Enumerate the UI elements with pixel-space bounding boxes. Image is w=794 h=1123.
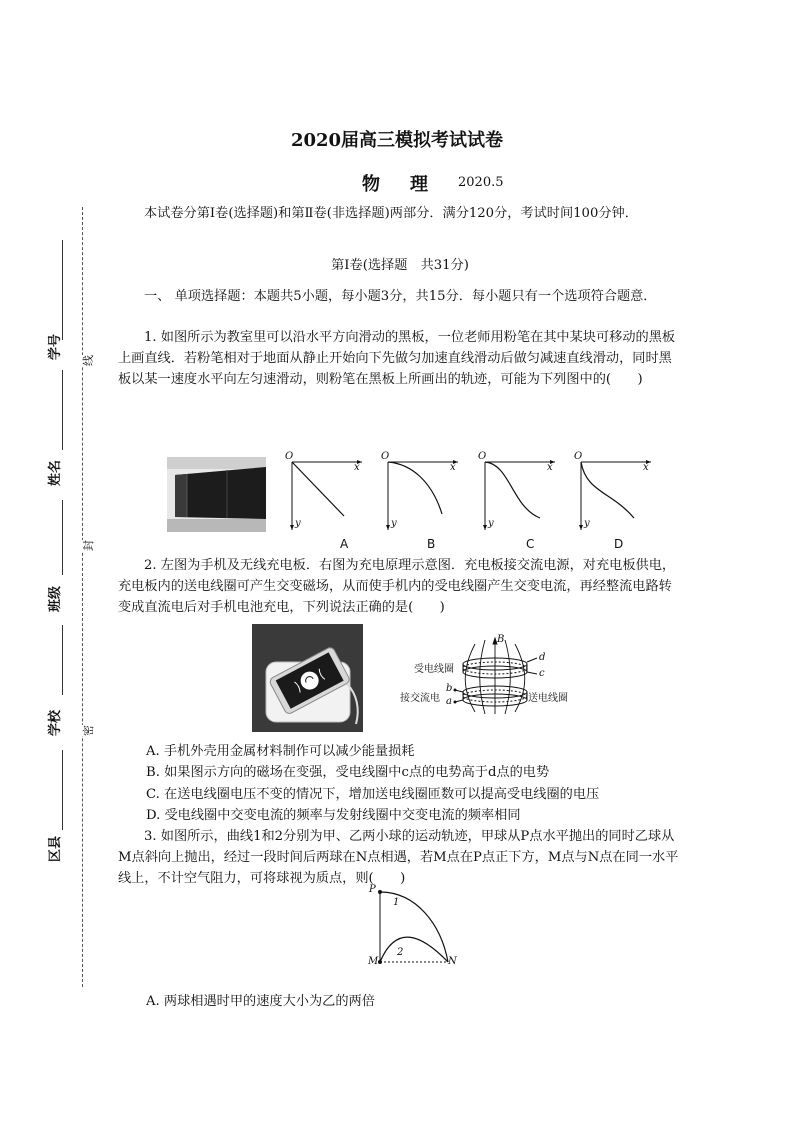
diagram-field-b: B bbox=[497, 634, 505, 645]
graph-b-origin: O bbox=[381, 451, 390, 462]
exam-title: 2020届高三模拟考试试卷 bbox=[290, 130, 504, 151]
trajectory-d bbox=[581, 462, 634, 518]
graph-a-label: A bbox=[340, 537, 349, 551]
graph-a-origin: O bbox=[285, 451, 294, 462]
trajectory-b bbox=[388, 462, 442, 514]
diagram-point-d: d bbox=[539, 652, 546, 663]
intro-paragraph: 本试卷分第Ⅰ卷(选择题)和第Ⅱ卷(非选择题)两部分．满分120分，考试时间100分钟． bbox=[144, 206, 638, 221]
q2-option-c: C. 在送电线圈电压不变的情况下，增加送电线圈匝数可以提高受电线圈的电压 bbox=[146, 787, 600, 802]
question-2-text: 2. 左图为手机及无线充电板．右图为充电原理示意图．充电板接交流电源，对充电板供电，充电板内的送电线圈可产生交变磁场，从而使手机内的受电线圈产生交变电流，再经整流电路转变成直流电后对手机电池充电，下列说法正确的是( ) bbox=[118, 558, 676, 615]
school-blank bbox=[62, 625, 63, 695]
graph-d-y: y bbox=[584, 518, 590, 529]
graph-c-x: x bbox=[547, 462, 553, 473]
wireless-charger-photo bbox=[252, 624, 363, 732]
question-1-text: 1. 如图所示为教室里可以沿水平方向滑动的黑板，一位老师用粉笔在其中某块可移动的黑板上画直线．若粉笔相对于地面从静止开始向下先做匀加速直线滑动后做匀减速直线滑动，同时黑板以某一速度水平向左匀速滑动，则粉笔在黑板上所画出的轨迹，可能为下列图中的( ) bbox=[118, 330, 676, 387]
subject-title: 物理 bbox=[362, 174, 458, 195]
seal-mark-seal: 封 bbox=[78, 540, 98, 551]
name-label: 姓名 bbox=[48, 459, 63, 486]
diagram-ac-source-label: 接交流电 bbox=[400, 693, 440, 704]
graph-d-label: D bbox=[614, 537, 624, 551]
blackboard-image bbox=[167, 457, 266, 532]
point-n: N bbox=[448, 956, 457, 967]
q2-option-b: B. 如果图示方向的磁场在变强，受电线圈中c点的电势高于d点的电势 bbox=[146, 765, 550, 780]
diagram-point-c: c bbox=[539, 668, 545, 679]
graph-d-origin: O bbox=[574, 451, 583, 462]
graph-b-label: B bbox=[427, 537, 436, 551]
q2-option-a: A. 手机外壳用金属材料制作可以减少能量损耗 bbox=[146, 744, 415, 759]
q2-option-d: D. 受电线圈中交变电流的频率与发射线圈中交变电流的频率相同 bbox=[146, 808, 521, 823]
charging-principle-diagram bbox=[400, 634, 600, 720]
exam-date: 2020.5 bbox=[458, 175, 504, 190]
q1-trajectory-options bbox=[282, 452, 660, 552]
graph-c-origin: O bbox=[478, 451, 487, 462]
trajectory-c bbox=[485, 462, 540, 518]
question-3-text: 3. 如图所示，曲线1和2分别为甲、乙两小球的运动轨迹，甲球从P点水平抛出的同时乙球从M点斜向上抛出，经过一段时间后两球在N点相遇，若M点在P点正下方，M点与N点在同一水平线上，不计空气阻力，可将球视为质点，则( ) bbox=[118, 829, 679, 886]
seal-mark-line: 线 bbox=[78, 355, 98, 366]
student-id-label: 学号 bbox=[48, 333, 63, 360]
curve-1-label: 1 bbox=[393, 897, 400, 908]
district-label: 区县 bbox=[48, 835, 63, 862]
graph-c-label: C bbox=[526, 537, 535, 551]
projectile-diagram bbox=[366, 884, 456, 970]
q3-option-a: A. 两球相遇时甲的速度大小为乙的两倍 bbox=[146, 994, 375, 1009]
diagram-receive-coil-label: 受电线圈 bbox=[414, 664, 454, 675]
curve-2-label: 2 bbox=[397, 947, 404, 958]
diagram-point-a: a bbox=[446, 696, 452, 707]
trajectory-a bbox=[292, 462, 344, 516]
graph-d-x: x bbox=[643, 462, 649, 473]
section-title: 第Ⅰ卷(选择题 共31分) bbox=[331, 258, 469, 273]
diagram-send-coil-label: 送电线圈 bbox=[528, 693, 568, 704]
blackboard-photo bbox=[167, 457, 266, 532]
diagram-point-b: b bbox=[446, 683, 453, 694]
seal-dashed-line bbox=[82, 207, 83, 987]
district-blank bbox=[62, 750, 63, 830]
graph-b-y: y bbox=[391, 518, 397, 529]
graph-c-y: y bbox=[488, 518, 494, 529]
seal-mark-secret: 密 bbox=[78, 725, 98, 736]
school-label: 学校 bbox=[48, 709, 63, 736]
point-m: M bbox=[368, 956, 379, 967]
point-p: P bbox=[369, 884, 376, 895]
graph-a-x: x bbox=[354, 462, 360, 473]
graph-a-y: y bbox=[295, 518, 301, 529]
class-blank bbox=[62, 500, 63, 575]
graph-b-x: x bbox=[450, 462, 456, 473]
part1-heading: 一、 单项选择题：本题共5小题，每小题3分，共15分．每小题只有一个选项符合题意． bbox=[144, 289, 657, 304]
trajectory-2 bbox=[380, 937, 448, 962]
name-blank bbox=[62, 370, 63, 450]
class-label: 班级 bbox=[48, 585, 63, 612]
student-id-blank bbox=[62, 240, 63, 340]
phone-charger-image bbox=[252, 624, 363, 732]
